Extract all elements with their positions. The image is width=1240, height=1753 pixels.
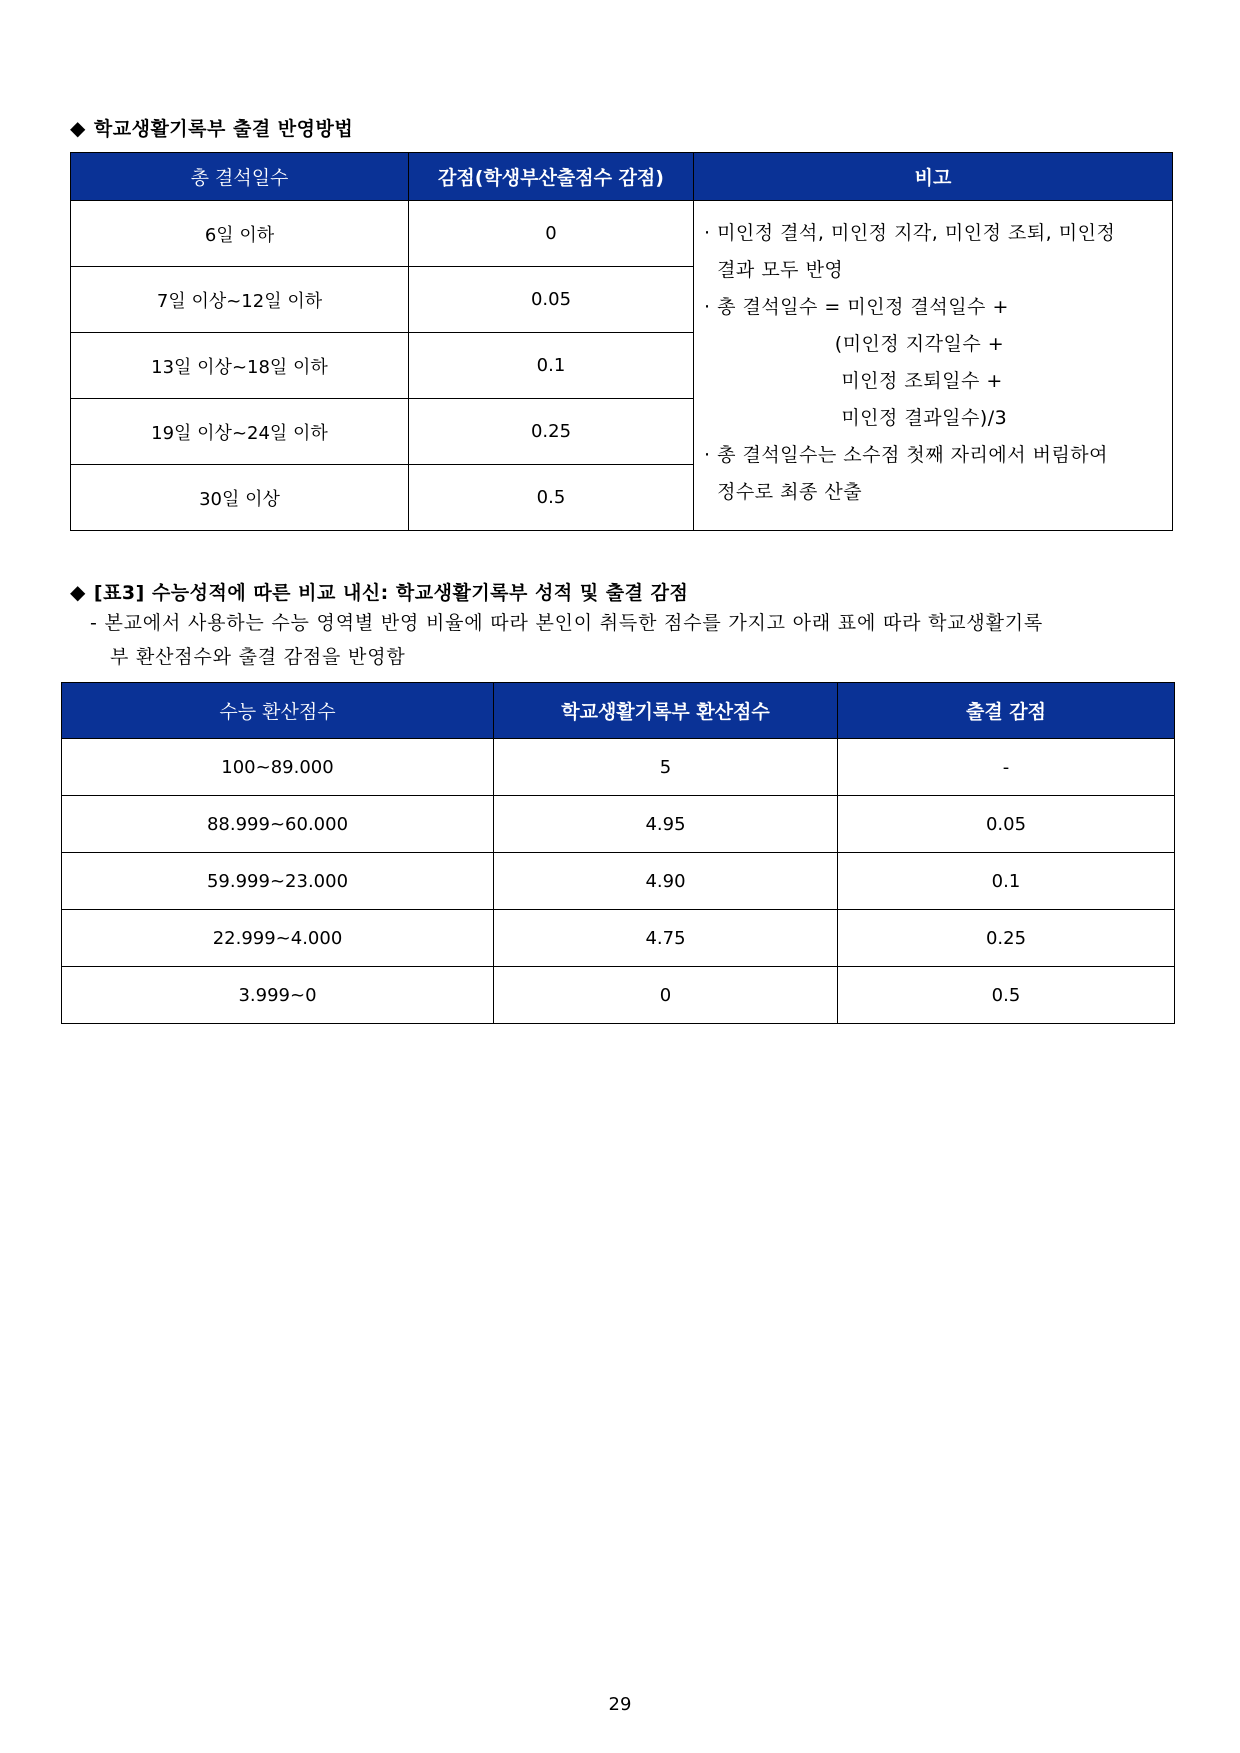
section2-heading bbox=[70, 578, 688, 605]
header-record-score: 학교생활기록부 환산점수 bbox=[494, 683, 838, 739]
table-row bbox=[62, 796, 1175, 853]
remark-line: 미인정 결과일수)/3 bbox=[704, 407, 1008, 429]
header-remarks: 비고 bbox=[694, 153, 1173, 201]
cell-attendance-deduction: 0.5 bbox=[838, 967, 1175, 1024]
section1-heading bbox=[70, 114, 353, 141]
cell-attendance-deduction: 0.1 bbox=[838, 853, 1175, 910]
cell-deduction: 0.25 bbox=[409, 399, 694, 465]
page-number: 29 bbox=[608, 1694, 632, 1715]
section2-title: [표3] 수능성적에 따른 비교 내신: 학교생활기록부 성적 및 출결 감점 bbox=[93, 582, 689, 604]
remark-line: 결과 모두 반영 bbox=[704, 259, 844, 281]
cell-attendance-deduction: 0.05 bbox=[838, 796, 1175, 853]
description-line: - 본교에서 사용하는 수능 영역별 반영 비율에 따라 본인이 취득한 점수를 가지고 아래 표에 따라 학교생활기록 bbox=[90, 612, 1044, 634]
table-row bbox=[62, 739, 1175, 796]
table-header-row bbox=[71, 153, 1173, 201]
cell-record-score: 0 bbox=[494, 967, 838, 1024]
cell-csat-score: 59.999~23.000 bbox=[62, 853, 494, 910]
header-attendance-deduction: 출결 감점 bbox=[838, 683, 1175, 739]
table-row bbox=[71, 201, 1173, 267]
table-row bbox=[62, 910, 1175, 967]
cell-days: 19일 이상~24일 이하 bbox=[71, 399, 409, 465]
remark-line: · 총 결석일수 = 미인정 결석일수 + bbox=[704, 296, 1009, 318]
cell-deduction: 0 bbox=[409, 201, 694, 267]
cell-record-score: 4.90 bbox=[494, 853, 838, 910]
cell-record-score: 4.95 bbox=[494, 796, 838, 853]
section1-title: 학교생활기록부 출결 반영방법 bbox=[93, 118, 354, 140]
table-header-row bbox=[62, 683, 1175, 739]
cell-deduction: 0.5 bbox=[409, 465, 694, 531]
cell-days: 30일 이상 bbox=[71, 465, 409, 531]
cell-attendance-deduction: - bbox=[838, 739, 1175, 796]
remark-line: 정수로 최종 산출 bbox=[704, 481, 863, 503]
cell-csat-score: 100~89.000 bbox=[62, 739, 494, 796]
cell-record-score: 5 bbox=[494, 739, 838, 796]
cell-record-score: 4.75 bbox=[494, 910, 838, 967]
cell-csat-score: 22.999~4.000 bbox=[62, 910, 494, 967]
remarks-cell bbox=[694, 201, 1173, 531]
description-line: 부 환산점수와 출결 감점을 반영함 bbox=[110, 646, 406, 668]
cell-days: 13일 이상~18일 이하 bbox=[71, 333, 409, 399]
remark-line: (미인정 지각일수 + bbox=[704, 333, 1005, 355]
header-total-absence: 총 결석일수 bbox=[71, 153, 409, 201]
diamond-bullet-icon: ◆ bbox=[70, 579, 86, 604]
remark-line: · 총 결석일수는 소수점 첫째 자리에서 버림하여 bbox=[704, 444, 1109, 466]
table-row bbox=[62, 967, 1175, 1024]
section2-description bbox=[90, 606, 1180, 674]
table-row bbox=[62, 853, 1175, 910]
cell-days: 7일 이상~12일 이하 bbox=[71, 267, 409, 333]
header-deduction: 감점(학생부산출점수 감점) bbox=[409, 153, 694, 201]
cell-csat-score: 88.999~60.000 bbox=[62, 796, 494, 853]
csat-conversion-table bbox=[61, 682, 1175, 1024]
remark-line: 미인정 조퇴일수 + bbox=[704, 370, 1003, 392]
cell-days: 6일 이하 bbox=[71, 201, 409, 267]
header-csat-score: 수능 환산점수 bbox=[62, 683, 494, 739]
cell-deduction: 0.05 bbox=[409, 267, 694, 333]
cell-attendance-deduction: 0.25 bbox=[838, 910, 1175, 967]
cell-deduction: 0.1 bbox=[409, 333, 694, 399]
attendance-table bbox=[70, 152, 1173, 531]
remark-line: · 미인정 결석, 미인정 지각, 미인정 조퇴, 미인정 bbox=[704, 222, 1116, 244]
cell-csat-score: 3.999~0 bbox=[62, 967, 494, 1024]
diamond-bullet-icon: ◆ bbox=[70, 115, 86, 140]
